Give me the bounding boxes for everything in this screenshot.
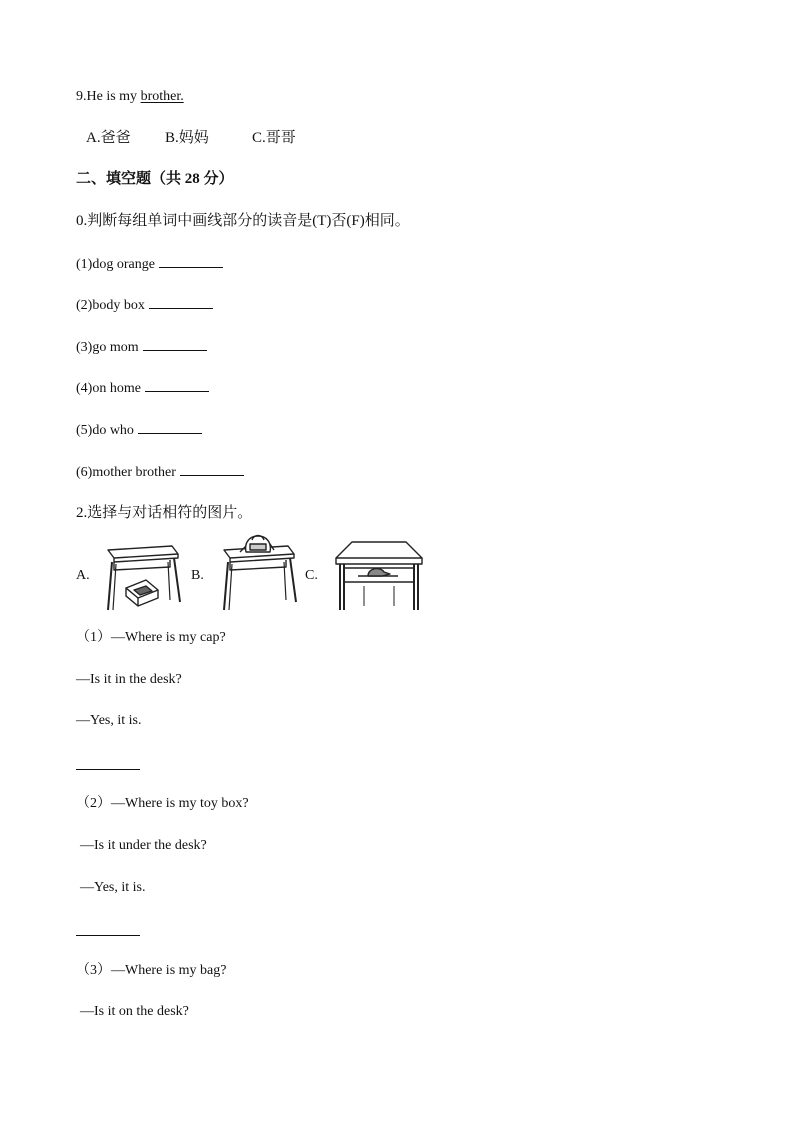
dialogue-3-line: （3）—Where is my bag?	[76, 963, 227, 978]
dialogue-2-answer-blank[interactable]	[76, 935, 140, 936]
question-9-underlined-word: brother.	[140, 89, 184, 104]
picture-a-label: A.	[76, 568, 90, 583]
question-0-item	[76, 338, 207, 357]
dialogue-1-line: （1）—Where is my cap?	[76, 630, 226, 645]
section-title: 二、填空题（共 28 分）	[76, 171, 234, 187]
dialogue-3-line: —Is it on the desk?	[80, 1004, 189, 1019]
desk-with-box-icon[interactable]	[100, 540, 182, 612]
dialogue-1-line: —Yes, it is.	[76, 713, 142, 728]
question-9	[76, 88, 184, 106]
item-text: (3)go mom	[76, 340, 139, 355]
item-text: (4)on home	[76, 381, 141, 396]
answer-blank[interactable]	[138, 421, 202, 434]
question-0-item	[76, 255, 223, 274]
dialogue-2-line: —Yes, it is.	[80, 880, 146, 895]
option-b: B.妈妈	[165, 130, 209, 146]
question-0-item	[76, 296, 213, 315]
picture-b-label: B.	[191, 568, 204, 583]
dialogue-2-line: —Is it under the desk?	[80, 838, 207, 853]
answer-blank[interactable]	[145, 379, 209, 392]
option-a: A.爸爸	[86, 130, 131, 146]
answer-blank[interactable]	[159, 255, 223, 268]
dialogue-2-line: （2）—Where is my toy box?	[76, 796, 249, 811]
answer-blank[interactable]	[149, 296, 213, 309]
question-2-prompt: 2.选择与对话相符的图片。	[76, 505, 253, 521]
item-text: (2)body box	[76, 298, 145, 313]
answer-blank[interactable]	[143, 338, 207, 351]
item-text: (5)do who	[76, 423, 134, 438]
question-0-item	[76, 421, 202, 440]
item-text: (1)dog orange	[76, 257, 155, 272]
table-with-cap-icon[interactable]	[334, 540, 424, 612]
dialogue-1-answer-blank[interactable]	[76, 769, 140, 770]
answer-blank[interactable]	[180, 463, 244, 476]
dialogue-1-line: —Is it in the desk?	[76, 672, 182, 687]
question-0-item	[76, 379, 209, 398]
picture-c-label: C.	[305, 568, 318, 583]
question-0-prompt: 0.判断每组单词中画线部分的读音是(T)否(F)相同。	[76, 213, 410, 229]
item-text: (6)mother brother	[76, 465, 176, 480]
option-c: C.哥哥	[252, 130, 296, 146]
desk-with-bag-icon[interactable]	[216, 534, 298, 612]
question-0-item	[76, 463, 244, 482]
question-9-text: 9.He is my	[76, 89, 141, 104]
